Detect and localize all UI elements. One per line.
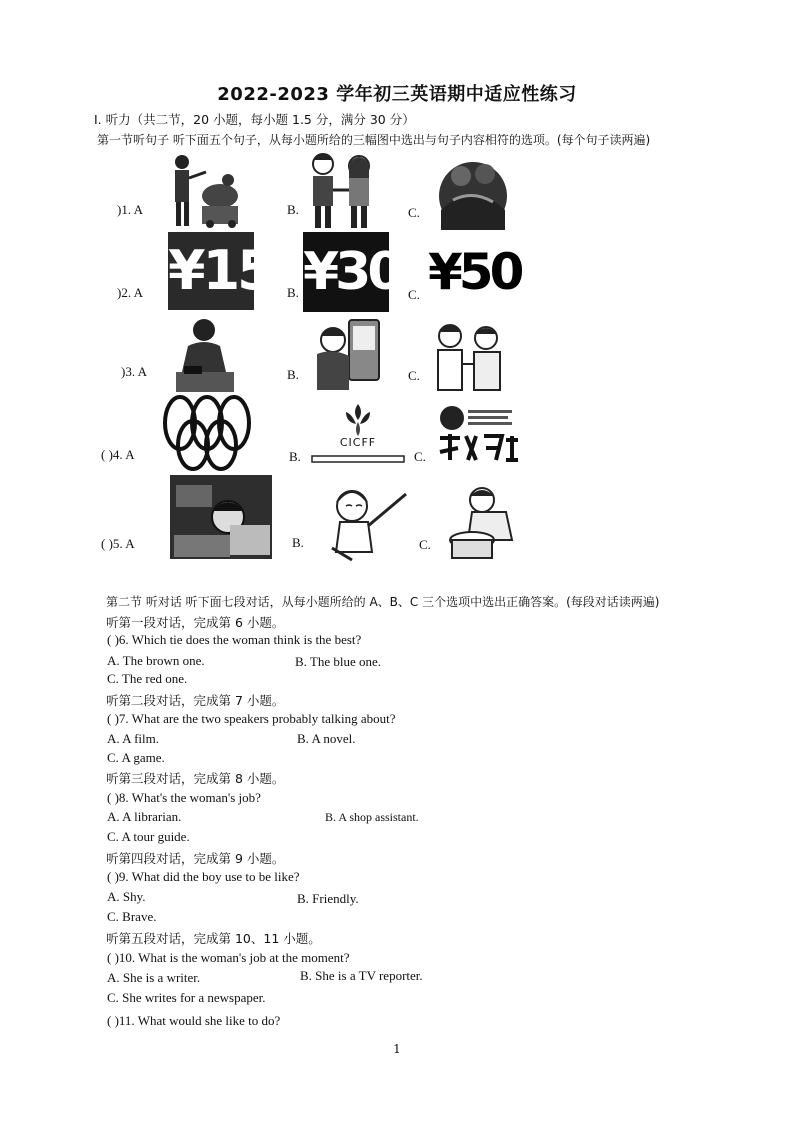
price-30-label: ¥30 [303, 242, 400, 302]
section-header: Ⅰ. 听力（共二节，20 小题，每小题 1.5 分，满分 30 分） [94, 112, 415, 127]
page-number: 1 [393, 1042, 401, 1056]
q4-option-b: B. [289, 449, 301, 464]
q2-picture-c [428, 236, 521, 308]
part2-instruction: 第二节 听对话 听下面七段对话，从每小题所给的 A、B、C 三个选项中选出正确答案。(每段对话读两遍) [106, 595, 660, 609]
q9-option-c: C. Brave. [107, 909, 157, 924]
price-50-label: ¥50 [428, 243, 521, 301]
q4-picture-b [310, 400, 406, 466]
q3-picture-a [170, 316, 240, 394]
q3-option-b: B. [287, 367, 299, 382]
q5-option-b: B. [292, 535, 304, 550]
q4-picture-a [163, 393, 253, 473]
q1-option-b: B. [287, 202, 299, 217]
q8-option-c: C. A tour guide. [107, 829, 190, 844]
q9-option-b: B. Friendly. [297, 891, 359, 906]
q7-option-c: C. A game. [107, 750, 165, 765]
q2-option-b: B. [287, 285, 299, 300]
q2-number: )2. A [117, 285, 143, 300]
q5-picture-c [442, 482, 522, 562]
flower-logo-icon [310, 400, 406, 466]
cicff-logo-text: CICFF [339, 436, 377, 449]
q5-option-c: C. [419, 537, 431, 552]
q9-question: ( )9. What did the boy use to be like? [107, 869, 300, 884]
q7-option-a: A. A film. [107, 731, 160, 746]
dialog3-intro: 听第三段对话，完成第 8 小题。 [106, 771, 285, 786]
q5-picture-a [170, 475, 272, 559]
q1-picture-a [158, 150, 250, 230]
q6-option-a: A. The brown one. [107, 653, 205, 668]
q2-option-c: C. [408, 287, 420, 302]
page-title: 2022-2023 学年初三英语期中适应性练习 [217, 84, 577, 105]
q4-picture-c [436, 404, 520, 464]
q2-picture-a [168, 232, 272, 310]
q6-option-c: C. The red one. [107, 671, 188, 686]
q6-option-b: B. The blue one. [295, 654, 382, 669]
q8-option-a: A. A librarian. [107, 809, 182, 824]
q10-option-c: C. She writes for a newspaper. [107, 990, 266, 1005]
q7-question: ( )7. What are the two speakers probably talking about? [107, 711, 396, 726]
q3-number: )3. A [121, 364, 147, 379]
price-15-label: ¥15 [168, 239, 272, 302]
dialog2-intro: 听第二段对话，完成第 7 小题。 [106, 693, 285, 708]
dialog1-intro: 听第一段对话，完成第 6 小题。 [106, 615, 285, 630]
q3-option-c: C. [408, 368, 420, 383]
q8-option-b: B. A shop assistant. [325, 810, 419, 824]
q1-option-c: C. [408, 205, 420, 220]
q10-question: ( )10. What is the woman's job at the moment? [107, 950, 350, 965]
q10-option-a: A. She is a writer. [107, 970, 201, 985]
q1-picture-b [305, 150, 380, 230]
q10-option-b: B. She is a TV reporter. [300, 968, 423, 983]
q5-picture-b [322, 482, 412, 562]
q4-number: ( )4. A [101, 447, 135, 462]
q4-option-c: C. [414, 449, 426, 464]
q6-question: ( )6. Which tie does the woman think is the best? [107, 632, 362, 647]
q9-option-a: A. Shy. [107, 889, 146, 904]
q1-picture-c [433, 150, 513, 232]
q3-picture-c [430, 316, 510, 396]
q2-picture-b [303, 232, 400, 312]
dialog5-intro: 听第五段对话，完成第 10、11 小题。 [106, 931, 321, 946]
dialog4-intro: 听第四段对话，完成第 9 小题。 [106, 851, 285, 866]
q8-question: ( )8. What's the woman's job? [107, 790, 261, 805]
q5-number: ( )5. A [101, 536, 135, 551]
part1-instruction: 第一节听句子 听下面五个句子，从每小题所给的三幅图中选出与句子内容相符的选项。(每个句子读两遍) [97, 133, 651, 147]
q1-number: )1. A [117, 202, 143, 217]
q3-picture-b [309, 314, 383, 394]
q11-question: ( )11. What would she like to do? [107, 1013, 281, 1028]
q7-option-b: B. A novel. [297, 731, 356, 746]
